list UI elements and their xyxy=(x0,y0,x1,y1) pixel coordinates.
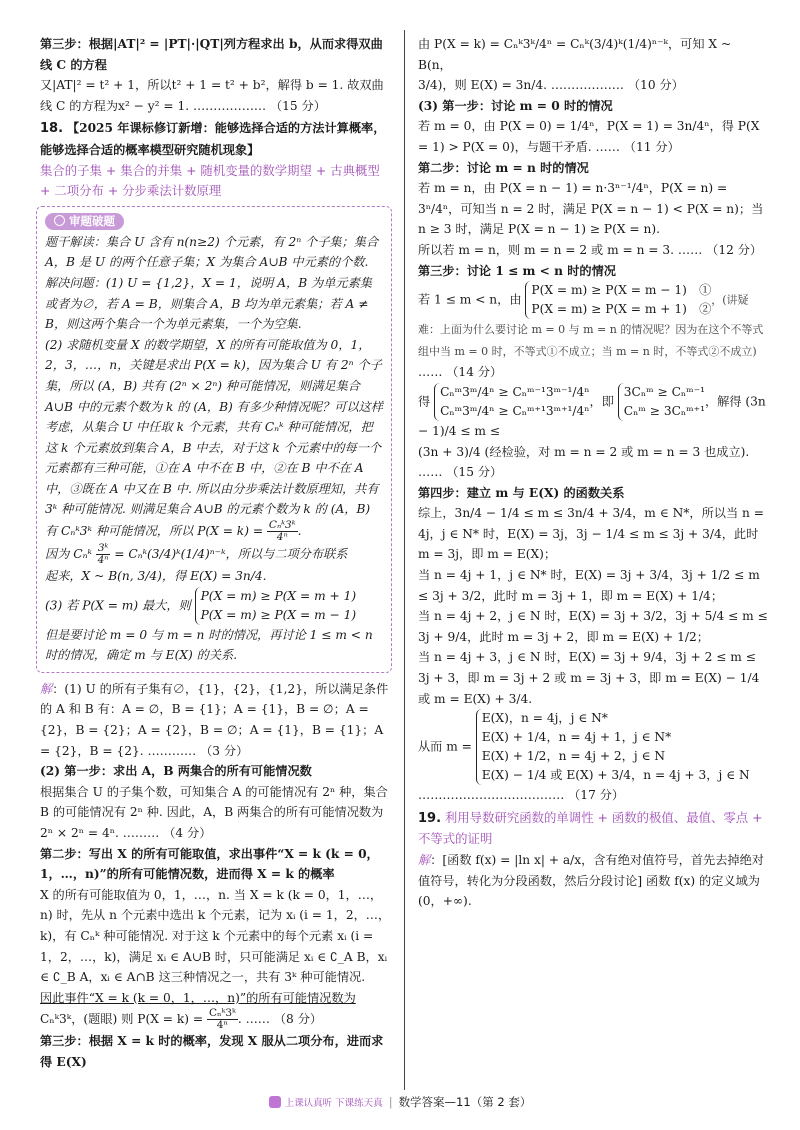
solution-text: 从而 m = xyxy=(418,739,472,754)
score: （15 分） xyxy=(269,98,326,113)
solution-text-block xyxy=(418,850,768,912)
case-line: 3Cₙᵐ ≥ Cₙᵐ⁻¹ xyxy=(623,384,705,399)
paragraph-text: 又|AT|² = t² + 1，所以t² + 1 = t² + b²，解得 b = 1. 故双曲线 C 的方程为x² − y² = 1. xyxy=(40,78,384,113)
numerator: Cₙᵏ3ᵏ xyxy=(208,1007,236,1020)
analysis-line: 起来，X ~ B(n, 3/4)，得 E(X) = 3n/4. xyxy=(45,569,267,584)
analysis-line xyxy=(45,587,383,625)
question-number: 18. xyxy=(40,121,64,137)
solution-text-block: 若 1 ≤ m < n，由 P(X = m) ≥ P(X = m − 1) ① P(X = m) ≥ P(X = m + 1) ②，(讲疑难：上面为什么要讨论 m = 0 与 m = n 的情况呢？因为在这个不等式组中当 m = 0 时，不等式①不成立；当 m = n 时，不等式②不成立) …… （14 分） xyxy=(418,283,764,380)
text: 有 Cₙᵏ3ᵏ 种可能情况，所以 P(X = k) = xyxy=(45,524,264,539)
paragraph: 又|AT|² = t² + 1，所以t² + 1 = t² + b²，解得 b = 1. 故双曲线 C 的方程为x² − y² = 1. ……………… （15 分） xyxy=(40,78,384,113)
score: （15 分） xyxy=(446,465,503,480)
solution-text: (3n + 3)/4 (经检验，对 m = n = 2 或 m = n = 3 也成立). xyxy=(418,444,750,459)
solution-text: 当 n = 4j + 1，j ∈ N* 时，E(X) = 3j + 3/4，3j + 1/2 ≤ m ≤ 3j + 3/2，此时 m = 3j + 1，即 m = E(X) + 1/4； xyxy=(418,568,760,603)
case-brace xyxy=(195,587,356,625)
analysis-line: 但是要讨论 m = 0 与 m = n 时的情况，再讨论 1 ≤ m < n 时的情况，确定 m 与 E(X) 的关系. xyxy=(45,627,373,663)
analysis-line xyxy=(45,543,383,566)
denominator: 4ⁿ xyxy=(276,531,288,544)
case-line: Cₙᵐ ≥ 3Cₙᵐ⁺¹ xyxy=(623,403,705,418)
solution-text: ，解得 (3n − 1)/4 ≤ m ≤ xyxy=(418,394,766,438)
case-line: Cₙᵐ3ᵐ/4ⁿ ≥ Cₙᵐ⁻¹3ᵐ⁻¹/4ⁿ xyxy=(440,384,590,399)
brand-slogan: 上课认真听 下课练天真 xyxy=(284,1098,383,1109)
case-line: P(X = m) ≥ P(X = m − 1) ① xyxy=(531,283,712,298)
knowledge-tags: 利用导数研究函数的单调性 + 函数的极值、最值、零点 + 不等式的证明 xyxy=(418,809,763,847)
separator: | xyxy=(388,1095,393,1109)
case-line: P(X = m) ≥ P(X = m + 1) xyxy=(200,588,357,603)
question-title: 【2025 年课标修订新增：能够选择合适的方法计算概率，能够选择合适的概率模型研究随机现象】 xyxy=(40,121,386,157)
fraction xyxy=(207,1008,238,1031)
numerator: 3ᵏ xyxy=(97,542,109,555)
solution-text-block: Cₙᵏ3ᵏ，(题眼) 则 P(X = k) = $\frac{\text{Cₙᵏ3ᵏ}}{\text{4ⁿ}}$ . …… （8 分） xyxy=(40,1007,323,1032)
case-line: P(X = m) ≥ P(X = m + 1) ② xyxy=(531,302,712,317)
step-heading: (3) 第一步：讨论 m = 0 时的情况 xyxy=(418,98,613,113)
solution-text: 若 m = n，由 P(X = n − 1) = n·3ⁿ⁻¹/4ⁿ，P(X = n) = 3ⁿ/4ⁿ，可知当 n = 2 时，满足 P(X = n − 1) < P(X = n)；当 n ≥ 3 时，满足 P(X = n − 1) ≥ P(X = n). xyxy=(418,181,764,237)
solution-text: 当 n = 4j + 2，j ∈ N 时，E(X) = 3j + 3/2，3j + 5/4 ≤ m ≤ 3j + 9/4，此时 m = 3j + 2，即 m = E(X) + 1/2； xyxy=(418,609,768,644)
step-text: 第三步：根据|AT|² = |PT|·|QT|列方程求出 b，从而求得双曲线 C 的方程 xyxy=(40,37,383,72)
case-line: P(X = m) ≥ P(X = m − 1) xyxy=(200,607,357,622)
solution-text: 若 1 ≤ m < n，由 xyxy=(418,292,522,307)
solution-part-1: 解：(1) U 的所有子集有∅，{1}，{2}，{1,2}，所以满足条件的 A 和 B 有：A = ∅，B = {1}；A = {1}，B = ∅；A = {2}，B = {2}；A = {2}，B = ∅；A = {1}，B = {1}；A = {2}，B = {2}. ………… （3 分） xyxy=(40,681,389,758)
left-column xyxy=(40,34,392,1073)
score: （12 分） xyxy=(706,242,763,257)
step-heading: 第三步：根据 X = k 时的概率，发现 X 服从二项分布，进而求得 E(X) xyxy=(40,1034,384,1069)
analysis-line: 解决问题：(1) U = {1,2}，X = 1，说明 A，B 为单元素集或者为∅，若 A = B，则集合 A，B 均为单元素集；若 A ≠ B，则这两个集合一个为单元素集，一个为空集. xyxy=(45,275,372,332)
solution-text-block: (3n + 3)/4 (经检验，对 m = n = 2 或 m = n = 3 也成立). …… （15 分） xyxy=(418,444,750,480)
analysis-line: 有 Cₙᵏ3ᵏ 种可能情况，所以 P(X = k) = $\frac{\text{Cₙᵏ3ᵏ}}{\text{4ⁿ}}$ . xyxy=(45,519,302,544)
text: (3) 若 P(X = m) 最大，则 xyxy=(45,598,191,613)
solution-text: ：(1) U 的所有子集有∅，{1}，{2}，{1,2}，所以满足条件的 A 和 B 有：A = ∅，B = {1}；A = {1}，B = ∅；A = {2}，B = {2}；A = {2}，B = ∅；A = {1}，B = {1}；A = {2}，B = {2}. xyxy=(40,681,389,758)
score: （8 分） xyxy=(273,1012,323,1027)
text: 因为 Cₙᵏ xyxy=(45,547,92,562)
solution-text-block: 所以若 m = n，则 m = n = 2 或 m = n = 3. …… （12 分） xyxy=(418,242,763,257)
step-heading: 第二步：讨论 m = n 时的情况 xyxy=(418,160,589,175)
solution-text: 所以若 m = n，则 m = n = 2 或 m = n = 3. xyxy=(418,242,675,257)
step-heading: (2) 第一步：求出 A，B 两集合的所有可能情况数 xyxy=(40,764,312,779)
score: （14 分） xyxy=(446,365,503,380)
brand-logo-icon xyxy=(269,1096,281,1108)
step-heading: 第四步：建立 m 与 E(X) 的函数关系 xyxy=(418,485,625,500)
solution-text: Cₙᵏ3ᵏ，(题眼) 则 P(X = k) = xyxy=(40,1012,204,1027)
question-19-header xyxy=(418,808,768,850)
numerator: Cₙᵏ3ᵏ xyxy=(268,519,296,532)
right-column xyxy=(418,34,768,912)
solution-text: 3/4)，则 E(X) = 3n/4. xyxy=(418,78,547,93)
solution-text: 由 P(X = k) = Cₙᵏ3ᵏ/4ⁿ = Cₙᵏ(3/4)ᵏ(1/4)ⁿ⁻ᵏ，可知 X ~ B(n， xyxy=(418,37,732,72)
solution-label: 解 xyxy=(418,853,431,867)
score: （3 分） xyxy=(200,743,249,758)
analysis-line: 题干解读：集合 U 含有 n(n≥2) 个元素，有 2ⁿ 个子集；集合 A，B 是 U 的两个任意子集；X 为集合 A∪B 中元素的个数. xyxy=(45,234,379,270)
step-heading: 第二步：写出 X 的所有可能取值，求出事件“X = k (k = 0，1，…，n)”的所有可能情况数，进而得 X = k 的概率 xyxy=(40,846,379,882)
solution-text: X 的所有可能取值为 0，1，…，n. 当 X = k (k = 0，1，…，n) 时，先从 n 个元素中选出 k 个元素，记为 xᵢ (i = 1，2，…，k)，有 Cₙᵏ 种可能情况. 对于这 k 个元素中的每个元素 xᵢ (i = 1，2，…，k)，满足 xᵢ ∈ A∪B 时，只可能满足 xᵢ ∈ ∁_A B，xᵢ ∈ ∁_B A，xᵢ ∈ A∩B 这三种情况之一，共有 3ᵏ 种可能情况. xyxy=(40,887,391,985)
case-brace xyxy=(525,281,711,319)
case-line: E(X) − 1/4 或 E(X) + 3/4，n = 4j + 3，j ∈ N xyxy=(481,768,750,783)
case-line: Cₙᵐ3ᵐ/4ⁿ ≥ Cₙᵐ⁺¹3ᵐ⁺¹/4ⁿ xyxy=(440,403,590,418)
knowledge-tags: 集合的子集 + 集合的并集 + 随机变量的数学期望 + 古典概型 + 二项分布 + 分步乘法计数原理 xyxy=(40,162,380,199)
page-label: 数学答案—11（第 2 套） xyxy=(398,1095,532,1109)
step-heading: 第三步：讨论 1 ≤ m < n 时的情况 xyxy=(418,263,616,278)
denominator: 4ⁿ xyxy=(97,554,109,567)
solution-text-block: 若 m = 0，由 P(X = 0) = 1/4ⁿ，P(X = 1) = 3n/4ⁿ，得 P(X = 1) > P(X = 0)，与题干矛盾. …… （11 分） xyxy=(418,119,760,154)
solution-text: 得 xyxy=(418,394,431,409)
case-line: E(X) + 1/4，n = 4j + 1，j ∈ N* xyxy=(481,730,672,745)
case-brace xyxy=(618,383,705,421)
solution-text-block xyxy=(418,383,768,442)
column-divider xyxy=(404,30,405,1090)
solution-text: ，即 xyxy=(589,394,614,409)
case-line: E(X) + 1/2，n = 4j + 2，j ∈ N xyxy=(481,749,666,764)
search-icon xyxy=(54,215,65,226)
solution-text: 综上，3n/4 − 1/4 ≤ m ≤ 3n/4 + 3/4，m ∈ N*，所以当 n = 4j，j ∈ N* 时，E(X) = 3j，3j − 1/4 ≤ m ≤ 3j + 3/4，此时 m = 3j，即 m = E(X)； xyxy=(418,506,764,562)
score: （10 分） xyxy=(627,78,684,93)
denominator: 4ⁿ xyxy=(216,1019,229,1032)
note-text: ，(讲疑难：上面为什么要讨论 m = 0 与 m = n 的情况呢？因为在这个不等式组中当 m = 0 时，不等式①不成立；当 m = n 时，不等式②不成立) xyxy=(418,293,764,358)
case-line: E(X)，n = 4j，j ∈ N* xyxy=(481,711,608,726)
solution-text-block: 根据集合 U 的子集个数，可知集合 A 的可能情况有 2ⁿ 种，集合 B 的可能情况有 2ⁿ 种. 因此，A，B 两集合的所有可能情况数为 2ⁿ × 2ⁿ = 4ⁿ. ……… （4 分） xyxy=(40,784,388,840)
solution-text: 因此事件“X = k (k = 0，1，…，n)”的所有可能情况数为 xyxy=(40,990,356,1005)
solution-label: 解 xyxy=(40,681,53,696)
analysis-badge xyxy=(45,213,124,230)
fraction xyxy=(96,543,111,566)
case-brace xyxy=(476,709,750,785)
solution-text: ：[函数 f(x) = |ln x| + a/x，含有绝对值符号，首先去掉绝对值符号，转化为分段函数，然后分段讨论] 函数 f(x) 的定义域为 (0，+∞). xyxy=(418,853,764,909)
analysis-line: (2) 求随机变量 X 的数学期望，X 的所有可能取值为 0，1，2，3，…，n，关键是求出 P(X = k)，因为集合 U 有 2ⁿ 个子集，所以 (A，B) 共有 (2ⁿ × 2ⁿ) 种可能情况，则满足集合 A∪B 中的元素个数为 k 的 (A，B) 有多少种情况呢？可以这样考虑，从集合 U 中任取 k 个元素，共有 Cₙᵏ 种可能情况，把这 k 个元素放到集合 A，B 中去，对于这 k 个元素中的每一个元素都有三种可能，①在 A 中不在 B 中，②在 B 中不在 A 中，③既在 A 中又在 B 中. 所以由分步乘法计数原理知，共有 3ᵏ 种可能情况. 则满足集合 A∪B 的元素个数为 k 的 (A，B) xyxy=(45,337,383,517)
solution-text-block: ……………………………… （17 分） xyxy=(418,788,625,803)
score: （17 分） xyxy=(568,788,625,803)
score: （4 分） xyxy=(163,826,212,840)
badge-label: 审题破题 xyxy=(69,213,115,228)
text: = Cₙᵏ(3/4)ᵏ(1/4)ⁿ⁻ᵏ，所以与二项分布联系 xyxy=(114,547,348,562)
fraction xyxy=(267,520,298,543)
solution-text: 当 n = 4j + 3，j ∈ N 时，E(X) = 3j + 9/4，3j + 2 ≤ m ≤ 3j + 3，即 m = 3j + 2 或 m = 3j + 3，即 m = E(X) − 1/4 或 m = E(X) + 3/4. xyxy=(418,650,760,706)
question-18-header xyxy=(40,118,392,160)
score: （11 分） xyxy=(623,139,680,154)
analysis-box xyxy=(36,206,392,673)
solution-text-block: 3/4)，则 E(X) = 3n/4. ……………… （10 分） xyxy=(418,78,684,93)
solution-text: 根据集合 U 的子集个数，可知集合 A 的可能情况有 2ⁿ 种，集合 B 的可能情况有 2ⁿ 种. 因此，A，B 两集合的所有可能情况数为 2ⁿ × 2ⁿ = 4ⁿ. xyxy=(40,784,388,840)
solution-text: 若 m = 0，由 P(X = 0) = 1/4ⁿ，P(X = 1) = 3n/4ⁿ，得 P(X = 1) > P(X = 0)，与题干矛盾. xyxy=(418,119,760,154)
case-brace xyxy=(434,383,589,421)
question-number: 19. xyxy=(418,810,442,826)
page-footer xyxy=(0,1094,800,1110)
solution-text-block xyxy=(418,709,768,785)
